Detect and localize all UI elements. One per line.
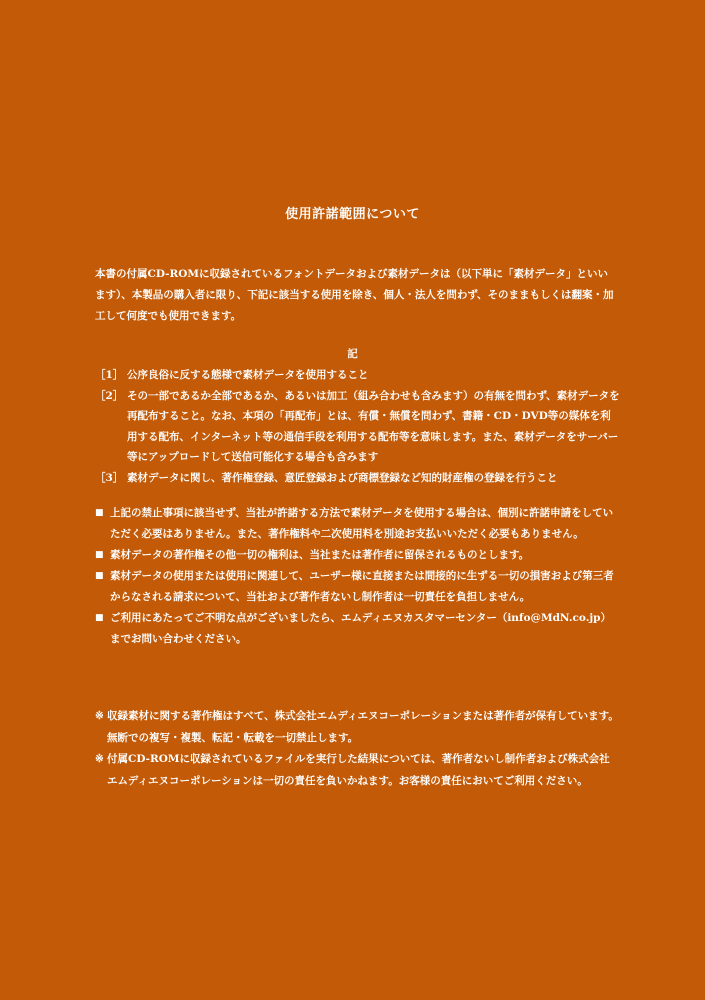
item-text: 公序良俗に反する態様で素材データを使用すること (127, 369, 369, 381)
item-number: ［3］ (95, 471, 124, 484)
ki-heading: 記 (347, 348, 358, 360)
bullet-text: 上記の禁止事項に該当せず、当社が許諾する方法で素材データを使用する場合は、個別に許諾申請をしていただく必要はありません。また、著作権料や二次使用料を別途お支払いいただく必要もありません。 (110, 507, 614, 540)
bullet-text: 素材データの使用または使用に関連して、ユーザー様に直接または間接的に生ずる一切の損害および第三者からなされる請求について、当社および著作者ないし制作者は一切責任を負担しません。 (110, 570, 614, 603)
note-text: 収録素材に関する著作権はすべて、株式会社エムディエヌコーポレーションまたは著作者が保有しています。無断での複写・複製、転記・転載を一切禁止します。 (107, 710, 619, 744)
bullet-text: ご利用にあたってご不明な点がございましたら、エムディエヌカスタマーセンター（info@MdN.co.jp）までお問い合わせください。 (110, 612, 612, 645)
square-bullet-icon: ■ (95, 508, 104, 518)
bullet-list (95, 503, 620, 650)
list-item (95, 365, 620, 386)
notes-list (95, 706, 620, 792)
note-text: 付属CD-ROMに収録されているファイルを実行した結果については、著作者ないし制作者および株式会社エムディエヌコーポレーションは一切の責任を負いかねます。お客様の責任においてご利用ください。 (107, 753, 610, 787)
note-mark: ※ (95, 753, 104, 765)
square-bullet-icon: ■ (95, 571, 104, 581)
list-item (95, 566, 620, 608)
square-bullet-icon: ■ (95, 550, 104, 560)
item-number: ［1］ (95, 369, 124, 381)
list-item (95, 468, 620, 489)
intro-paragraph: 本書の付属CD-ROMに収録されているフォントデータおよび素材データは（以下単に「素材データ」といいます）、本製品の購入者に限り、下記に該当する使用を除き、個人・法人を問わず、そのままもしくは翻案・加工して何度でも使用できます。 (95, 268, 614, 322)
list-item (95, 503, 620, 545)
page-title: 使用許諾範囲について (285, 207, 420, 222)
list-item (95, 545, 620, 566)
list-item (95, 706, 620, 749)
item-number: ［2］ (95, 389, 124, 402)
item-text: 素材データに関し、著作権登録、意匠登録および商標登録など知的財産権の登録を行うこと (127, 471, 558, 484)
list-item (95, 608, 620, 650)
bullet-text: 素材データの著作権その他一切の権利は、当社または著作者に留保されるものとします。 (110, 549, 530, 561)
list-item (95, 749, 620, 792)
item-text: その一部であるか全部であるか、あるいは加工（組み合わせも含みます）の有無を問わず、素材データを再配布すること。なお、本項の「再配布」とは、有償・無償を問わず、書籍・CD・DVD等の媒体を利用する配布、インターネット等の通信手段を利用する配布等を意味します。また、素材データをサーバー等にアップロードして送信可能化する場合も含みます (127, 389, 620, 463)
note-mark: ※ (95, 710, 104, 722)
list-item (95, 386, 620, 468)
prohibited-items-list (95, 365, 620, 488)
square-bullet-icon: ■ (95, 613, 104, 623)
